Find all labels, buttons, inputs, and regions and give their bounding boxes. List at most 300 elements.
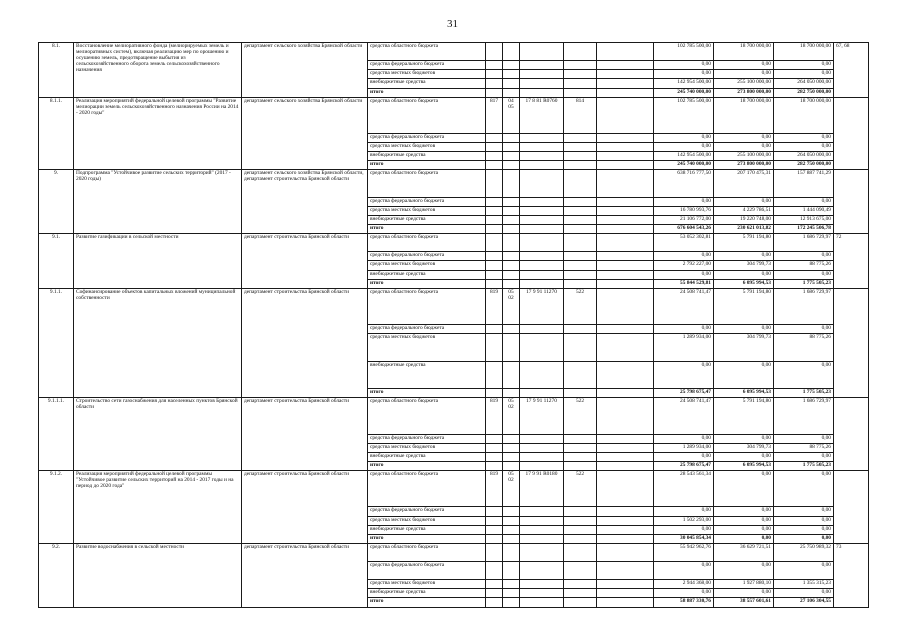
code-expense-type [564,525,597,534]
item-number: 9.1.1. [39,288,74,397]
amount-year-2: 38 557 601,61 [714,598,774,608]
code-target-article [520,206,564,215]
code-extra [597,270,654,279]
code-target-article [520,325,564,334]
amount-year-2: 0,00 [714,143,774,152]
code-expense-type: 522 [564,470,597,506]
code-expense-type [564,598,597,608]
funding-source: внебюджетные средства [368,79,486,88]
code-grbs [486,507,503,516]
code-section: 04 05 [503,97,520,133]
amount-year-2: 6 095 994,53 [714,461,774,470]
amount-year-1: 0,00 [654,197,714,206]
code-grbs [486,143,503,152]
code-grbs [486,452,503,461]
code-extra [597,143,654,152]
code-grbs [486,225,503,234]
item-executor: департамент сельского хозяйства Брянской области [242,43,368,98]
item-number: 9. [39,170,74,234]
amount-year-1: 0,00 [654,434,714,443]
code-expense-type [564,543,597,561]
code-grbs [486,79,503,88]
funding-source: средства федерального бюджета [368,562,486,580]
amount-year-3: 0,00 [774,507,834,516]
code-grbs [486,434,503,443]
code-section: 05 02 [503,470,520,506]
amount-year-1: 0,00 [654,134,714,143]
amount-year-3: 282 750 000,00 [774,88,834,97]
code-expense-type [564,225,597,234]
code-section [503,279,520,288]
item-title: Строительство сети газоснабжения для населенных пунктов Брянской области [74,398,242,471]
code-target-article [520,580,564,589]
amount-year-3: 0,00 [774,434,834,443]
code-target-article: 17 9 91 R0180 [520,470,564,506]
amount-year-2: 0,00 [714,507,774,516]
code-extra [597,197,654,206]
amount-year-1: 0,00 [654,507,714,516]
code-extra [597,470,654,506]
amount-year-2: 207 170 475,31 [714,170,774,197]
code-target-article [520,234,564,252]
code-target-article [520,143,564,152]
code-expense-type [564,70,597,79]
amount-year-1: 2 944 368,00 [654,580,714,589]
code-extra [597,562,654,580]
funding-source: внебюджетные средства [368,589,486,598]
amount-year-1: 25 798 675,47 [654,461,714,470]
funding-source: средства федерального бюджета [368,61,486,70]
indicator-ref: 72 [834,234,869,289]
item-title: Реализация мероприятий федеральной целевой программы "Развитие мелиорации земель сельскохозяйственного назначения России на 2014 - 2020 годы" [74,97,242,170]
code-section [503,170,520,197]
code-extra [597,507,654,516]
code-grbs [486,389,503,398]
code-target-article [520,134,564,143]
code-expense-type [564,61,597,70]
amount-year-3: 18 700 000,00 [774,43,834,61]
code-grbs [486,580,503,589]
amount-year-1: 245 740 000,00 [654,161,714,170]
code-expense-type [564,461,597,470]
amount-year-1: 102 785 500,00 [654,97,714,133]
code-extra [597,598,654,608]
code-expense-type [564,234,597,252]
code-section [503,252,520,261]
amount-year-3: 1 444 090,49 [774,206,834,215]
code-grbs [486,334,503,361]
code-extra [597,61,654,70]
item-executor: департамент строительства Брянской области [242,234,368,289]
code-extra [597,516,654,525]
code-extra [597,225,654,234]
item-executor: департамент строительства Брянской области [242,398,368,471]
code-expense-type [564,152,597,161]
amount-year-3: 0,00 [774,470,834,506]
code-expense-type: 522 [564,398,597,434]
amount-year-1: 0,00 [654,61,714,70]
code-section [503,525,520,534]
amount-year-2: 255 100 000,00 [714,79,774,88]
amount-year-2: 5 791 194,80 [714,288,774,324]
code-target-article [520,252,564,261]
code-expense-type [564,361,597,388]
code-extra [597,279,654,288]
amount-year-3: 12 913 675,00 [774,215,834,224]
table-row [39,97,869,133]
funding-source: средства областного бюджета [368,543,486,561]
code-target-article [520,270,564,279]
code-target-article [520,562,564,580]
amount-year-3: 0,00 [774,589,834,598]
amount-year-1: 0,00 [654,325,714,334]
amount-year-1: 142 954 500,00 [654,152,714,161]
amount-year-2: 273 800 000,00 [714,88,774,97]
amount-year-1: 53 052 302,81 [654,234,714,252]
code-grbs [486,461,503,470]
amount-year-2: 0,00 [714,434,774,443]
code-section [503,234,520,252]
amount-year-1: 16 780 993,76 [654,206,714,215]
indicator-ref [834,470,869,543]
amount-year-3: 0,00 [774,134,834,143]
code-target-article [520,261,564,270]
item-number: 9.1.1.1. [39,398,74,471]
code-expense-type [564,334,597,361]
code-grbs [486,215,503,224]
code-extra [597,88,654,97]
budget-table [38,42,869,608]
code-section [503,598,520,608]
amount-year-2: 18 700 000,00 [714,97,774,133]
code-grbs [486,197,503,206]
code-grbs [486,234,503,252]
code-expense-type [564,279,597,288]
code-target-article [520,170,564,197]
item-title: Реализация мероприятий федеральной целевой программы "Устойчивое развитие сельских территорий на 2014 - 2017 годы и на период до 2020 года" [74,470,242,543]
amount-year-3: 18 700 000,00 [774,97,834,133]
code-section [503,461,520,470]
amount-year-1: 1 289 934,00 [654,443,714,452]
amount-year-2: 0,00 [714,589,774,598]
code-target-article [520,225,564,234]
code-target-article [520,389,564,398]
amount-year-2: 304 799,73 [714,443,774,452]
funding-source: средства областного бюджета [368,470,486,506]
code-grbs [486,589,503,598]
amount-year-2: 5 791 194,80 [714,398,774,434]
funding-source: итого [368,598,486,608]
funding-source: внебюджетные средства [368,452,486,461]
amount-year-1: 638 716 777,50 [654,170,714,197]
item-executor: департамент сельского хозяйства Брянской области, департамент строительства Брянской области [242,170,368,234]
amount-year-2: 0,00 [714,134,774,143]
code-grbs [486,134,503,143]
code-expense-type [564,88,597,97]
code-extra [597,443,654,452]
code-expense-type [564,452,597,461]
item-number: 9.1. [39,234,74,289]
code-expense-type [564,516,597,525]
amount-year-3: 25 750 989,32 [774,543,834,561]
amount-year-3: 172 245 506,78 [774,225,834,234]
code-section: 05 02 [503,398,520,434]
amount-year-3: 0,00 [774,270,834,279]
amount-year-3: 27 106 304,55 [774,598,834,608]
code-expense-type: 522 [564,288,597,324]
funding-source: внебюджетные средства [368,152,486,161]
code-extra [597,525,654,534]
code-extra [597,434,654,443]
code-expense-type [564,389,597,398]
funding-source: средства федерального бюджета [368,507,486,516]
amount-year-3: 264 050 000,00 [774,152,834,161]
funding-source: итого [368,534,486,543]
funding-source: итого [368,88,486,97]
code-target-article [520,525,564,534]
item-title: Софинансирование объектов капитальных вложений муниципальной собственности [74,288,242,397]
amount-year-3: 0,00 [774,525,834,534]
amount-year-1: 0,00 [654,361,714,388]
code-section [503,389,520,398]
code-extra [597,152,654,161]
amount-year-3: 282 750 000,00 [774,161,834,170]
indicator-ref [834,398,869,471]
amount-year-3: 0,00 [774,143,834,152]
amount-year-3: 1 355 315,23 [774,580,834,589]
code-target-article: 17 9 91 11270 [520,288,564,324]
code-extra [597,161,654,170]
code-grbs [486,516,503,525]
amount-year-3: 0,00 [774,452,834,461]
funding-source: средства федерального бюджета [368,252,486,261]
amount-year-2: 304 799,73 [714,334,774,361]
code-target-article [520,279,564,288]
amount-year-1: 25 798 675,47 [654,389,714,398]
code-section [503,534,520,543]
code-extra [597,43,654,61]
code-extra [597,325,654,334]
code-expense-type [564,325,597,334]
amount-year-2: 0,00 [714,61,774,70]
code-grbs [486,206,503,215]
code-grbs [486,43,503,61]
amount-year-1: 0,00 [654,70,714,79]
funding-source: средства местных бюджетов [368,580,486,589]
amount-year-3: 1 775 505,23 [774,279,834,288]
code-expense-type [564,507,597,516]
code-grbs: 819 [486,398,503,434]
page-number: 31 [447,18,458,30]
code-expense-type [564,562,597,580]
amount-year-2: 0,00 [714,470,774,506]
indicator-ref: 73 [834,543,869,607]
table-row [39,170,869,197]
code-grbs [486,443,503,452]
code-target-article [520,507,564,516]
code-extra [597,170,654,197]
code-extra [597,288,654,324]
code-section [503,206,520,215]
code-section [503,197,520,206]
amount-year-1: 0,00 [654,270,714,279]
code-target-article: 17 8 81 R0760 [520,97,564,133]
item-executor: департамент сельского хозяйства Брянской области [242,97,368,170]
amount-year-2: 304 799,73 [714,261,774,270]
code-section [503,143,520,152]
code-expense-type [564,143,597,152]
code-grbs [486,261,503,270]
funding-source: внебюджетные средства [368,525,486,534]
table-row [39,543,869,561]
amount-year-2: 0,00 [714,70,774,79]
amount-year-1: 2 792 227,00 [654,261,714,270]
code-target-article [520,43,564,61]
code-extra [597,361,654,388]
code-section [503,261,520,270]
code-extra [597,452,654,461]
amount-year-1: 1 289 934,00 [654,334,714,361]
code-grbs [486,325,503,334]
funding-source: средства федерального бюджета [368,434,486,443]
code-extra [597,252,654,261]
amount-year-2: 0,00 [714,452,774,461]
code-section [503,580,520,589]
code-target-article [520,516,564,525]
amount-year-3: 88 775,26 [774,443,834,452]
code-grbs [486,170,503,197]
code-section [503,443,520,452]
code-expense-type [564,252,597,261]
code-target-article [520,161,564,170]
code-target-article [520,434,564,443]
code-target-article [520,88,564,97]
code-grbs [486,598,503,608]
code-expense-type [564,580,597,589]
item-title: Развитие газификации в сельской местности [74,234,242,289]
funding-source: итого [368,279,486,288]
code-section [503,562,520,580]
amount-year-1: 58 887 330,76 [654,598,714,608]
funding-source: средства областного бюджета [368,97,486,133]
funding-source: средства областного бюджета [368,288,486,324]
code-target-article [520,534,564,543]
amount-year-3: 0,00 [774,516,834,525]
code-extra [597,589,654,598]
code-section [503,589,520,598]
amount-year-2: 0,00 [714,525,774,534]
funding-source: средства федерального бюджета [368,197,486,206]
code-extra [597,461,654,470]
amount-year-2: 0,00 [714,270,774,279]
funding-source: итого [368,461,486,470]
amount-year-1: 142 954 500,00 [654,79,714,88]
code-target-article [520,598,564,608]
amount-year-2: 0,00 [714,361,774,388]
code-target-article [520,61,564,70]
funding-source: средства местных бюджетов [368,206,486,215]
item-title: Восстановление мелиоративного фонда (мелиорируемых земель и мелиоративных систем), включая реализацию мер по орошению и осушению земель, предотвращение выбытия из сельскохозяйственного оборота земель сельскохозяйственного назначения [74,43,242,98]
code-section [503,361,520,388]
code-target-article [520,152,564,161]
amount-year-3: 0,00 [774,325,834,334]
indicator-ref [834,288,869,397]
code-expense-type [564,534,597,543]
amount-year-2: 36 629 721,51 [714,543,774,561]
indicator-ref: 67, 68 [834,43,869,98]
amount-year-1: 30 045 854,34 [654,534,714,543]
amount-year-2: 18 700 000,00 [714,43,774,61]
code-extra [597,534,654,543]
code-target-article [520,361,564,388]
funding-source: итого [368,389,486,398]
amount-year-3: 0,00 [774,361,834,388]
code-section [503,325,520,334]
code-expense-type [564,215,597,224]
table-row [39,398,869,434]
code-extra [597,215,654,224]
code-expense-type: 814 [564,97,597,133]
code-target-article: 17 9 91 11270 [520,398,564,434]
code-section [503,70,520,79]
code-section [503,334,520,361]
amount-year-1: 0,00 [654,452,714,461]
funding-source: внебюджетные средства [368,270,486,279]
code-expense-type [564,161,597,170]
funding-source: внебюджетные средства [368,215,486,224]
code-extra [597,79,654,88]
code-section: 05 02 [503,288,520,324]
item-title: Подпрограмма "Устойчивое развитие сельских территорий" (2017 - 2020 годы) [74,170,242,234]
code-grbs [486,88,503,97]
code-grbs [486,252,503,261]
table-row [39,234,869,252]
code-extra [597,334,654,361]
amount-year-2: 255 100 000,00 [714,152,774,161]
amount-year-1: 24 508 741,47 [654,398,714,434]
code-extra [597,97,654,133]
code-expense-type [564,170,597,197]
amount-year-1: 24 508 741,47 [654,288,714,324]
table-row [39,470,869,506]
item-executor: департамент строительства Брянской области [242,470,368,543]
code-target-article [520,70,564,79]
amount-year-3: 157 887 741,29 [774,170,834,197]
funding-source: средства местных бюджетов [368,143,486,152]
amount-year-2: 230 621 013,82 [714,225,774,234]
amount-year-2: 273 800 000,00 [714,161,774,170]
funding-source: средства местных бюджетов [368,443,486,452]
code-grbs: 817 [486,97,503,133]
code-section [503,88,520,97]
amount-year-1: 0,00 [654,525,714,534]
code-expense-type [564,270,597,279]
amount-year-3: 1 775 505,23 [774,389,834,398]
amount-year-3: 0,00 [774,61,834,70]
item-number: 9.1.2. [39,470,74,543]
funding-source: итого [368,225,486,234]
code-grbs [486,534,503,543]
item-number: 8.1. [39,43,74,98]
item-title: Развитие водоснабжения в сельской местности [74,543,242,607]
amount-year-1: 0,00 [654,562,714,580]
amount-year-2: 4 229 786,51 [714,206,774,215]
amount-year-1: 245 740 000,00 [654,88,714,97]
amount-year-3: 0,00 [774,562,834,580]
code-expense-type [564,443,597,452]
code-grbs [486,279,503,288]
code-expense-type [564,79,597,88]
